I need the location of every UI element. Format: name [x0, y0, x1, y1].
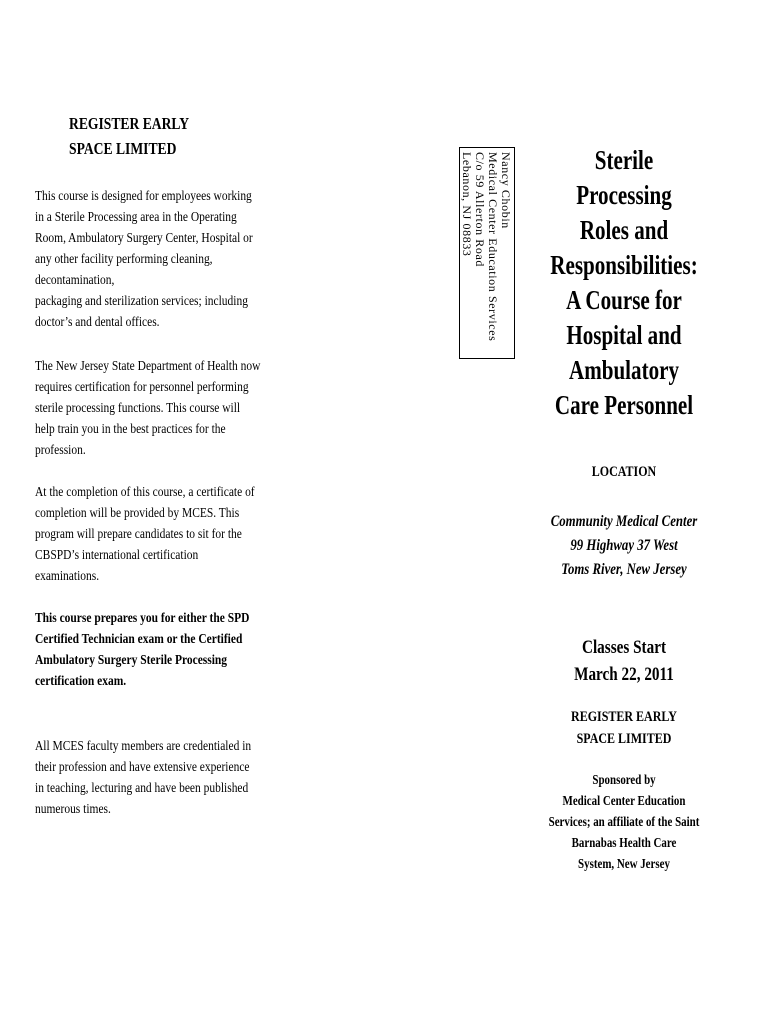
- location-line: Community Medical Center: [550, 513, 698, 530]
- text-line: decontamination,: [35, 273, 115, 288]
- text-line: sterile processing functions. This course will: [35, 401, 241, 416]
- text-line: All MCES faculty members are credentialed in: [35, 739, 252, 754]
- title-line: Ambulatory: [569, 355, 679, 385]
- register-early-notice: [69, 111, 219, 161]
- register-early-notice-right: [520, 706, 728, 750]
- register-line: REGISTER EARLY: [571, 709, 677, 725]
- location-address: [520, 510, 728, 582]
- sponsor-block: [520, 770, 728, 875]
- text-line: in teaching, lecturing and have been published: [35, 781, 249, 796]
- text-line: The New Jersey State Department of Health now: [35, 359, 261, 374]
- address-line: Medical Center Education Services: [486, 152, 500, 342]
- text-line: certification exam.: [35, 674, 127, 689]
- text-line: help train you in the best practices for the: [35, 422, 226, 437]
- text-line: CBSPD’s international certification: [35, 548, 199, 563]
- address-line: C/o 59 Allerton Road: [473, 152, 487, 267]
- course-description-paragraph: [35, 186, 295, 333]
- faculty-paragraph: [35, 736, 295, 820]
- sponsor-line: Barnabas Health Care: [571, 836, 677, 851]
- text-line: This course prepares you for either the SPD: [35, 611, 250, 626]
- text-line: program will prepare candidates to sit for the: [35, 527, 242, 542]
- completion-certificate-paragraph: [35, 482, 295, 587]
- text-line: At the completion of this course, a certificate of: [35, 485, 255, 500]
- address-line: Nancy Chobin: [499, 152, 513, 229]
- text-line: their profession and have extensive experience: [35, 760, 250, 775]
- register-line: SPACE LIMITED: [576, 731, 672, 747]
- text-line: doctor’s and dental offices.: [35, 315, 160, 330]
- location-heading-text: LOCATION: [591, 464, 657, 480]
- text-line: profession.: [35, 443, 86, 458]
- sponsor-line: System, New Jersey: [578, 857, 670, 872]
- text-line: packaging and sterilization services; including: [35, 294, 248, 309]
- title-line: Roles and: [579, 215, 669, 245]
- register-line-1: REGISTER EARLY: [69, 114, 190, 133]
- title-line: Care Personnel: [554, 390, 694, 420]
- register-line-2: SPACE LIMITED: [69, 139, 177, 158]
- classes-line: Classes Start: [581, 637, 667, 658]
- title-line: Responsibilities:: [550, 250, 698, 280]
- classes-line: March 22, 2011: [574, 664, 674, 685]
- title-line: Sterile: [594, 145, 654, 175]
- text-line: examinations.: [35, 569, 100, 584]
- title-line: Processing: [576, 180, 672, 210]
- exam-preparation-paragraph: [35, 608, 295, 692]
- title-line: Hospital and: [566, 320, 682, 350]
- text-line: requires certification for personnel performing: [35, 380, 249, 395]
- text-line: completion will be provided by MCES. This: [35, 506, 240, 521]
- text-line: numerous times.: [35, 802, 111, 817]
- location-heading: [520, 464, 728, 481]
- title-line: A Course for: [566, 285, 682, 315]
- text-line: This course is designed for employees working: [35, 189, 252, 204]
- text-line: Certified Technician exam or the Certified: [35, 632, 243, 647]
- sponsor-line: Medical Center Education: [562, 794, 686, 809]
- mailing-address-box: [459, 147, 515, 359]
- brochure-title: [520, 143, 728, 423]
- sponsor-line: Services; an affiliate of the Saint: [548, 815, 700, 830]
- text-line: any other facility performing cleaning,: [35, 252, 213, 267]
- classes-start-date: [520, 634, 728, 688]
- address-line: Lebanon, NJ 08833: [460, 152, 474, 257]
- text-line: Ambulatory Surgery Sterile Processing: [35, 653, 228, 668]
- text-line: Room, Ambulatory Surgery Center, Hospital or: [35, 231, 253, 246]
- location-line: 99 Highway 37 West: [570, 537, 678, 554]
- location-line: Toms River, New Jersey: [561, 561, 687, 578]
- text-line: in a Sterile Processing area in the Operating: [35, 210, 237, 225]
- sponsor-line: Sponsored by: [592, 773, 656, 788]
- mailing-address: [460, 152, 512, 341]
- certification-requirement-paragraph: [35, 356, 295, 461]
